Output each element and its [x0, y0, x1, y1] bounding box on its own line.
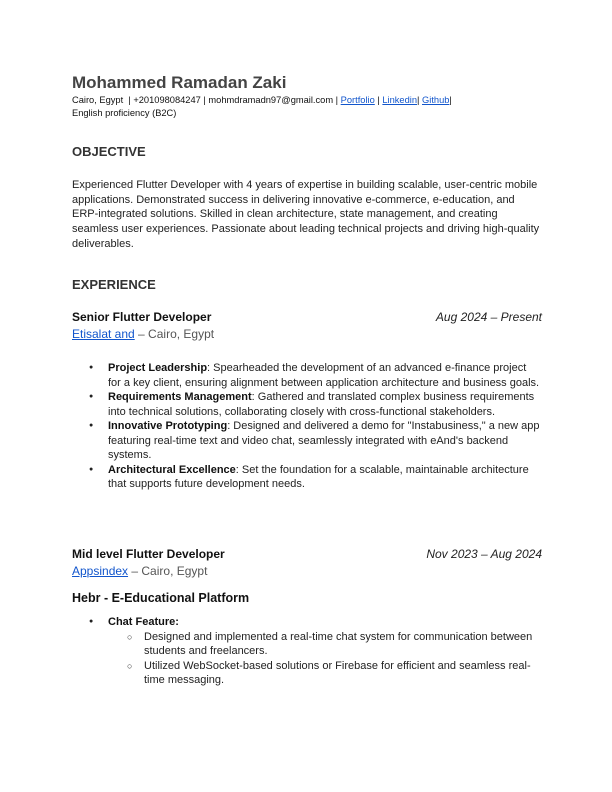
job-dates: Aug 2024 – Present: [435, 310, 542, 324]
sub-item-text: Designed and implemented a real-time chat system for communication between students and freelancers.: [144, 630, 533, 657]
experience-heading: EXPERIENCE: [72, 277, 156, 292]
bullet-text: : Spearheaded the development of an advanced e-finance project for a key client, ensuring alignment between application architecture and business goals.: [108, 362, 540, 389]
feature-title: Chat Feature:: [108, 616, 179, 628]
list-item: [72, 463, 542, 492]
job-senior: [72, 310, 542, 492]
github-link[interactable]: Github: [422, 95, 450, 105]
job-location: – Cairo, Egypt: [134, 327, 215, 341]
candidate-name: Mohammed Ramadan Zaki: [72, 73, 287, 92]
objective-text: Experienced Flutter Developer with 4 years of expertise in building scalable, user-centric mobile applications. Demonstrated success in delivering innovative e-commerce, e-education, and ERP-integrated solutions. Skilled in clean architecture, state management, and creating seamless user experiences. Passionate about leading technical projects and driving high-quality deliverables.: [72, 179, 540, 250]
project-title: Hebr - E-Educational Platform: [72, 591, 250, 605]
bullet-title: Requirements Management: [108, 391, 252, 403]
job-location: – Cairo, Egypt: [128, 564, 208, 578]
objective-heading: OBJECTIVE: [72, 144, 146, 159]
bullet-title: Innovative Prototyping: [108, 420, 228, 432]
list-item: [72, 419, 542, 463]
job-role: Senior Flutter Developer: [72, 310, 212, 324]
list-item: [72, 361, 542, 390]
company-link[interactable]: Etisalat and: [72, 327, 135, 341]
bullet-title: Architectural Excellence: [108, 463, 236, 476]
email: mohmdramadn97@gmail.com: [208, 95, 334, 105]
job-dates: Nov 2023 – Aug 2024: [426, 547, 542, 561]
language-proficiency: English proficiency (B2C): [72, 107, 177, 118]
contact-info: Cairo, Egypt | +201098084247 | mohmdramadn97@gmail.com | Portfolio | Linkedin| Github| English proficiency (B2C): [72, 95, 452, 118]
job-role: Mid level Flutter Developer: [72, 547, 225, 561]
list-item: [72, 615, 542, 630]
sub-list-item: [72, 659, 542, 688]
portfolio-link[interactable]: Portfolio: [340, 95, 375, 105]
bullet-text: : Set the foundation for a scalable, maintainable architecture that supports future development needs.: [108, 463, 529, 490]
sub-list-item: [72, 630, 542, 659]
company-link[interactable]: Appsindex: [72, 564, 129, 578]
location: Cairo, Egypt: [72, 95, 124, 105]
phone: +201098084247: [133, 95, 201, 105]
bullet-text: : Gathered and translated complex business requirements into technical solutions, collaborating closely with cross-functional stakeholders.: [108, 391, 535, 418]
list-item: [72, 390, 542, 419]
job-mid: [72, 547, 542, 688]
linkedin-link[interactable]: Linkedin: [382, 95, 418, 105]
bullet-title: Project Leadership: [108, 362, 208, 374]
bullet-text: : Designed and delivered a demo for "Instabusiness," a new app featuring real-time text and video chat, seamlessly integrated with eAnd's backend systems.: [108, 420, 540, 461]
sub-item-text: Utilized WebSocket-based solutions or Firebase for efficient and seamless real-time messaging.: [144, 659, 531, 686]
